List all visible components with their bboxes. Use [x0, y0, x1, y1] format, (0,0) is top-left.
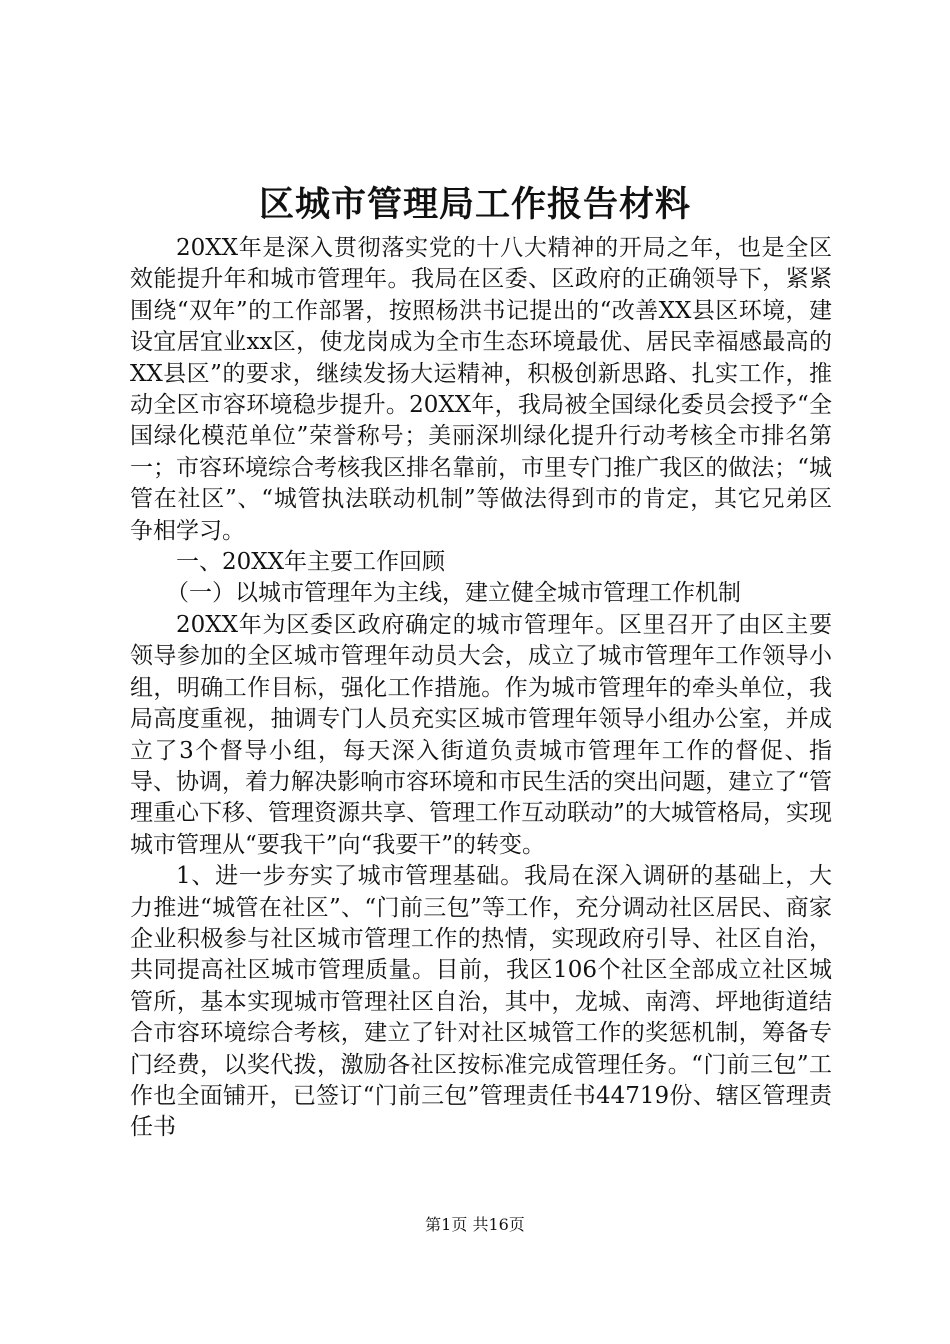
item-paragraph: 1、进一步夯实了城市管理基础。我局在深入调研的基础上，大力推进“城管在社区”、“门前三包”等工作，充分调动社区居民、商家企业积极参与社区城市管理工作的热情，实现政府引导、社区自治，共同提高社区城市管理质量。目前，我区106个社区全部成立社区城管所，基本实现城市管理社区自治，其中，龙城、南湾、坪地街道结合市容环境综合考核，建立了针对社区城管工作的奖惩机制，筹备专门经费，以奖代拨，激励各社区按标准完成管理任务。“门前三包”工作也全面铺开，已签订“门前三包”管理责任书44719份、辖区管理责任书	[130, 863, 832, 1141]
subsection-paragraph: 20XX年为区委区政府确定的城市管理年。区里召开了由区主要领导参加的全区城市管理年动员大会，成立了城市管理年工作领导小组，明确工作目标，强化工作措施。作为城市管理年的牵头单位，我局高度重视，抽调专门人员充实区城市管理年领导小组办公室，并成立了3个督导小组，每天深入街道负责城市管理年工作的督促、指导、协调，着力解决影响市容环境和市民生活的突出问题，建立了“管理重心下移、管理资源共享、管理工作互动联动”的大城管格局，实现城市管理从“要我干”向“我要干”的转变。	[130, 611, 832, 858]
section-heading: 一、20XX年主要工作回顾	[176, 549, 446, 576]
document-body	[130, 233, 832, 1144]
intro-paragraph: 20XX年是深入贯彻落实党的十八大精神的开局之年，也是全区效能提升年和城市管理年。我局在区委、区政府的正确领导下，紧紧围绕“双年”的工作部署，按照杨洪书记提出的“改善XX县区环境，建设宜居宜业xx区，使龙岗成为全市生态环境最优、居民幸福感最高的XX县区”的要求，继续发扬大运精神，积极创新思路、扎实工作，推动全区市容环境稳步提升。20XX年，我局被全国绿化委员会授予“全国绿化模范单位”荣誉称号；美丽深圳绿化提升行动考核全市排名第一；市容环境综合考核我区排名靠前，市里专门推广我区的做法；“城管在社区”、“城管执法联动机制”等做法得到市的肯定，其它兄弟区争相学习。	[130, 235, 832, 544]
subsection-heading: （一）以城市管理年为主线，建立健全城市管理工作机制	[166, 580, 741, 607]
document-title: 区城市管理局工作报告材料	[258, 184, 691, 225]
page-number-footer: 第1页 共16页	[425, 1215, 525, 1234]
